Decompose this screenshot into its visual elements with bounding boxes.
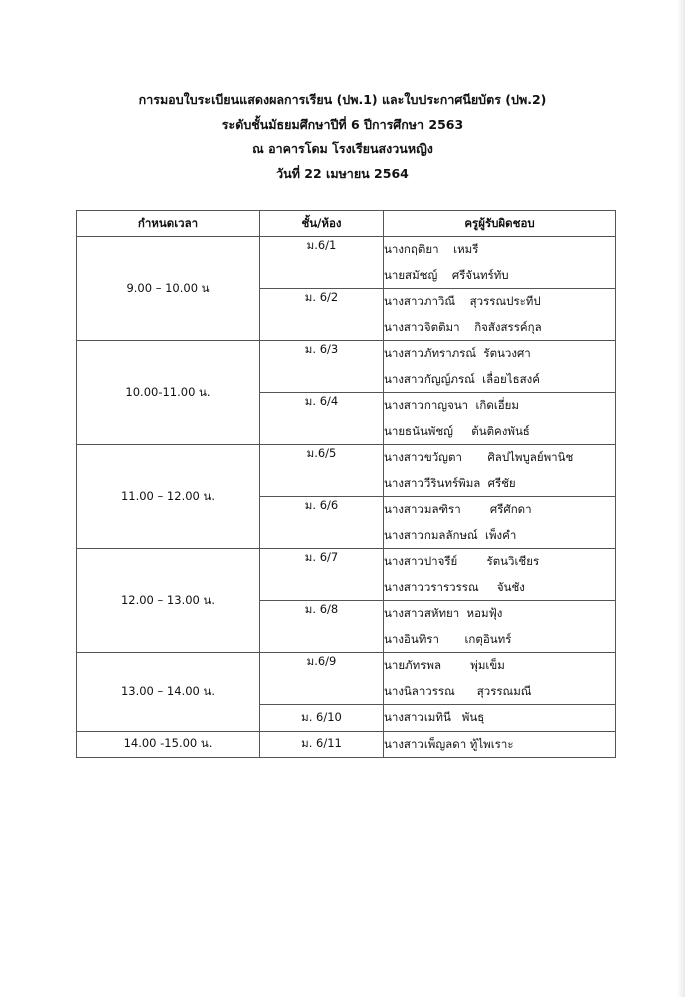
room-cell: ม.6/5 [260,445,384,497]
teacher-name: นางสาวภัทราภรณ์ รัตนวงศา [384,346,531,360]
teacher-name: นางสาวกมลลักษณ์ เพ็งคำ [384,527,517,542]
teacher-name: นางสาวภาวิณี สุวรรณประทีป [384,294,541,308]
teacher-cell [384,289,616,341]
teacher-cell [384,731,616,758]
room-cell: ม. 6/11 [260,731,384,758]
room-cell: ม.6/1 [260,237,384,289]
teacher-cell [384,705,616,732]
table-header-row [77,211,616,237]
room-cell: ม. 6/10 [260,705,384,732]
teacher-name: นางนิลาวรรณ สุวรรณมณี [384,683,532,698]
teacher-name: นางอินทิรา เกตุอินทร์ [384,631,512,646]
document-title: การมอบใบระเบียนแสดงผลการเรียน (ปพ.1) และใบประกาศนียบัตร (ปพ.2) [138,92,547,107]
teacher-name: นางสาวขวัญตา ศิลปไพบูลย์พานิช [384,450,574,464]
teacher-cell [384,237,616,289]
teacher-cell [384,445,616,497]
teacher-cell [384,341,616,393]
room-cell: ม. 6/8 [260,601,384,653]
teacher-name: นางสาววีรินทร์พิมล ศรีชัย [384,475,516,490]
teacher-name: นางสาวปาจรีย์ รัตนวิเชียร [384,554,540,568]
table-row [77,237,616,289]
header-room: ชั้น/ห้อง [260,211,384,237]
teacher-name: นางสาวกัญญ์ภรณ์ เลื่อยไธสงค์ [384,371,540,386]
teacher-name: นางสาวเพ็ญลดา ทู้ไพเราะ [384,736,514,751]
teacher-cell [384,549,616,601]
time-slot-cell: 9.00 – 10.00 น [77,237,260,341]
table-row [77,445,616,497]
teacher-cell [384,393,616,445]
schedule-table [76,210,616,758]
teacher-name: นางสาวสหัทยา หอมฟุ้ง [384,606,503,620]
teacher-name: นางสาวเมทินี พันธุ [384,710,485,724]
document-subtitle-date: วันที่ 22 เมษายน 2564 [276,165,409,181]
teacher-name: นางสาววรารวรรณ จันชัง [384,579,525,594]
teacher-name: นายสมัชญ์ ศรีจันทร์ทับ [384,267,509,282]
document-title-block [0,88,685,186]
time-slot-cell: 13.00 – 14.00 น. [77,653,260,732]
room-cell: ม. 6/3 [260,341,384,393]
room-cell: ม. 6/7 [260,549,384,601]
teacher-name: นางกฤติยา เหมรี [384,242,479,256]
teacher-name: นายธนันพัชญ์ ต้นติคงพันธ์ [384,423,530,438]
header-time: กำหนดเวลา [77,211,260,237]
time-slot-cell: 12.00 – 13.00 น. [77,549,260,653]
room-cell: ม. 6/4 [260,393,384,445]
header-teachers: ครูผู้รับผิดชอบ [384,211,616,237]
time-slot-cell: 11.00 – 12.00 น. [77,445,260,549]
teacher-name: นางสาวจิตติมา กิจสังสรรค์กุล [384,319,542,334]
teacher-name: นางสาวมลฑิรา ศรีศักดา [384,502,532,516]
table-row [77,549,616,601]
teacher-cell [384,653,616,705]
teacher-name: นายภัทรพล พุ่มเข็ม [384,658,505,672]
document-subtitle-venue: ณ อาคารโดม โรงเรียนสงวนหญิง [252,141,433,156]
document-subtitle-grade: ระดับชั้นมัธยมศึกษาปีที่ 6 ปีการศึกษา 2563 [221,116,464,132]
table-row [77,341,616,393]
table-row [77,731,616,758]
teacher-cell [384,497,616,549]
room-cell: ม.6/9 [260,653,384,705]
teacher-name: นางสาวกาญจนา เกิดเอี่ยม [384,398,519,412]
table-row [77,653,616,705]
room-cell: ม. 6/6 [260,497,384,549]
teacher-cell [384,601,616,653]
room-cell: ม. 6/2 [260,289,384,341]
time-slot-cell: 14.00 -15.00 น. [77,731,260,758]
time-slot-cell: 10.00-11.00 น. [77,341,260,445]
